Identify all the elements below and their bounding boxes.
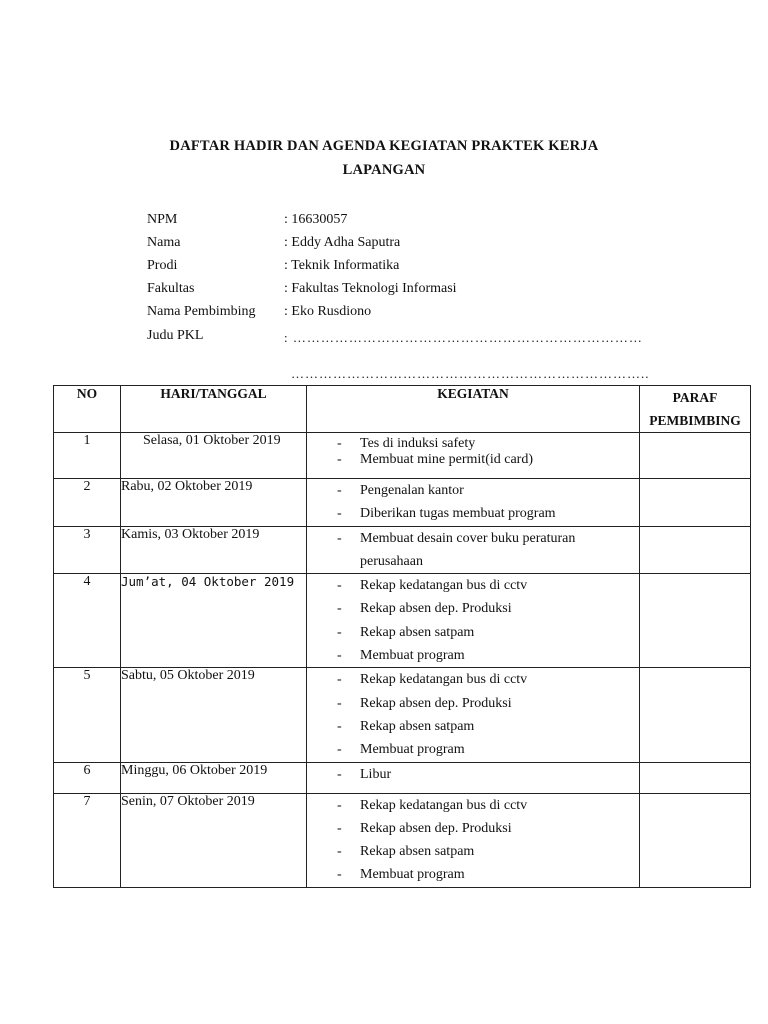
activity-item: - Rekap absen satpam	[337, 840, 639, 863]
activity-item: - Rekap absen satpam	[337, 621, 639, 644]
activity-item: - Diberikan tugas membuat program	[337, 502, 639, 525]
npm-label: NPM	[147, 212, 178, 227]
activity-item: - Rekap absen dep. Produksi	[337, 692, 639, 715]
table-row	[54, 668, 751, 762]
row-no: 6	[54, 762, 121, 793]
fakultas-value: : Fakultas Teknologi Informasi	[284, 281, 457, 296]
row-kegiatan	[307, 762, 640, 793]
activity-item: - Libur	[337, 763, 639, 786]
activity-item: - Rekap absen satpam	[337, 715, 639, 738]
row-paraf	[640, 433, 751, 479]
prodi-value: : Teknik Informatika	[284, 258, 400, 273]
nama-label: Nama	[147, 235, 181, 250]
row-date: Selasa, 01 Oktober 2019	[121, 433, 307, 479]
table-row	[54, 526, 751, 574]
row-paraf	[640, 479, 751, 527]
row-kegiatan	[307, 668, 640, 762]
judul-label: Judu PKL	[147, 328, 204, 343]
row-date: Rabu, 02 Oktober 2019	[121, 479, 307, 527]
activity-continuation-text: perusahaan	[360, 553, 423, 569]
activity-item: - Rekap kedatangan bus di cctv	[337, 668, 639, 691]
row-paraf	[640, 574, 751, 668]
table-row	[54, 762, 751, 793]
activity-item: - Rekap absen dep. Produksi	[337, 597, 639, 620]
row-no: 5	[54, 668, 121, 762]
row-kegiatan	[307, 433, 640, 479]
row-date: Kamis, 03 Oktober 2019	[121, 526, 307, 574]
row-no: 3	[54, 526, 121, 574]
judul-continuation: …………………………………………………………………..	[291, 366, 650, 381]
activity-item: - Membuat program	[337, 863, 639, 886]
row-kegiatan	[307, 526, 640, 574]
row-paraf	[640, 526, 751, 574]
row-date: Senin, 07 Oktober 2019	[121, 793, 307, 887]
table-row	[54, 433, 751, 479]
pembimbing-value: : Eko Rusdiono	[284, 304, 372, 319]
row-no: 7	[54, 793, 121, 887]
document-title-line1: DAFTAR HADIR DAN AGENDA KEGIATAN PRAKTEK KERJA	[169, 138, 599, 154]
activity-item: - Rekap kedatangan bus di cctv	[337, 574, 639, 597]
table-row	[54, 574, 751, 668]
row-date: Minggu, 06 Oktober 2019	[121, 762, 307, 793]
document-title-line2: LAPANGAN	[342, 162, 426, 178]
activity-item: - Membuat program	[337, 738, 639, 761]
activity-item: - Rekap absen dep. Produksi	[337, 817, 639, 840]
npm-value: : 16630057	[284, 212, 348, 227]
activity-item: - Pengenalan kantor	[337, 479, 639, 502]
header-paraf-line1: PARAF	[672, 390, 718, 405]
row-kegiatan	[307, 574, 640, 668]
agenda-table	[53, 385, 751, 888]
activity-item: - Membuat desain cover buku peraturan	[337, 527, 639, 550]
header-paraf-line2: PEMBIMBING	[649, 413, 741, 428]
row-paraf	[640, 668, 751, 762]
table-header-row	[54, 386, 751, 433]
header-no: NO	[54, 386, 121, 433]
judul-value: : …………………………………………………………………	[284, 330, 643, 345]
row-no: 4	[54, 574, 121, 668]
pembimbing-label: Nama Pembimbing	[147, 304, 256, 319]
header-hari-tanggal: HARI/TANGGAL	[121, 386, 307, 433]
header-paraf-pembimbing	[640, 386, 751, 433]
row-paraf	[640, 762, 751, 793]
row-kegiatan	[307, 479, 640, 527]
nama-value: : Eddy Adha Saputra	[284, 235, 401, 250]
activity-item: - Tes di induksi safety	[337, 436, 639, 452]
row-paraf	[640, 793, 751, 887]
prodi-label: Prodi	[147, 258, 178, 273]
row-no: 1	[54, 433, 121, 479]
fakultas-label: Fakultas	[147, 281, 195, 296]
activity-item-continuation	[337, 550, 639, 573]
table-row	[54, 479, 751, 527]
activity-item: - Membuat mine permit(id card)	[337, 452, 639, 468]
row-date: Jum’at, 04 Oktober 2019	[121, 574, 307, 668]
row-date: Sabtu, 05 Oktober 2019	[121, 668, 307, 762]
activity-item: - Rekap kedatangan bus di cctv	[337, 794, 639, 817]
header-kegiatan: KEGIATAN	[307, 386, 640, 433]
table-row	[54, 793, 751, 887]
activity-item: - Membuat program	[337, 644, 639, 667]
row-no: 2	[54, 479, 121, 527]
row-kegiatan	[307, 793, 640, 887]
